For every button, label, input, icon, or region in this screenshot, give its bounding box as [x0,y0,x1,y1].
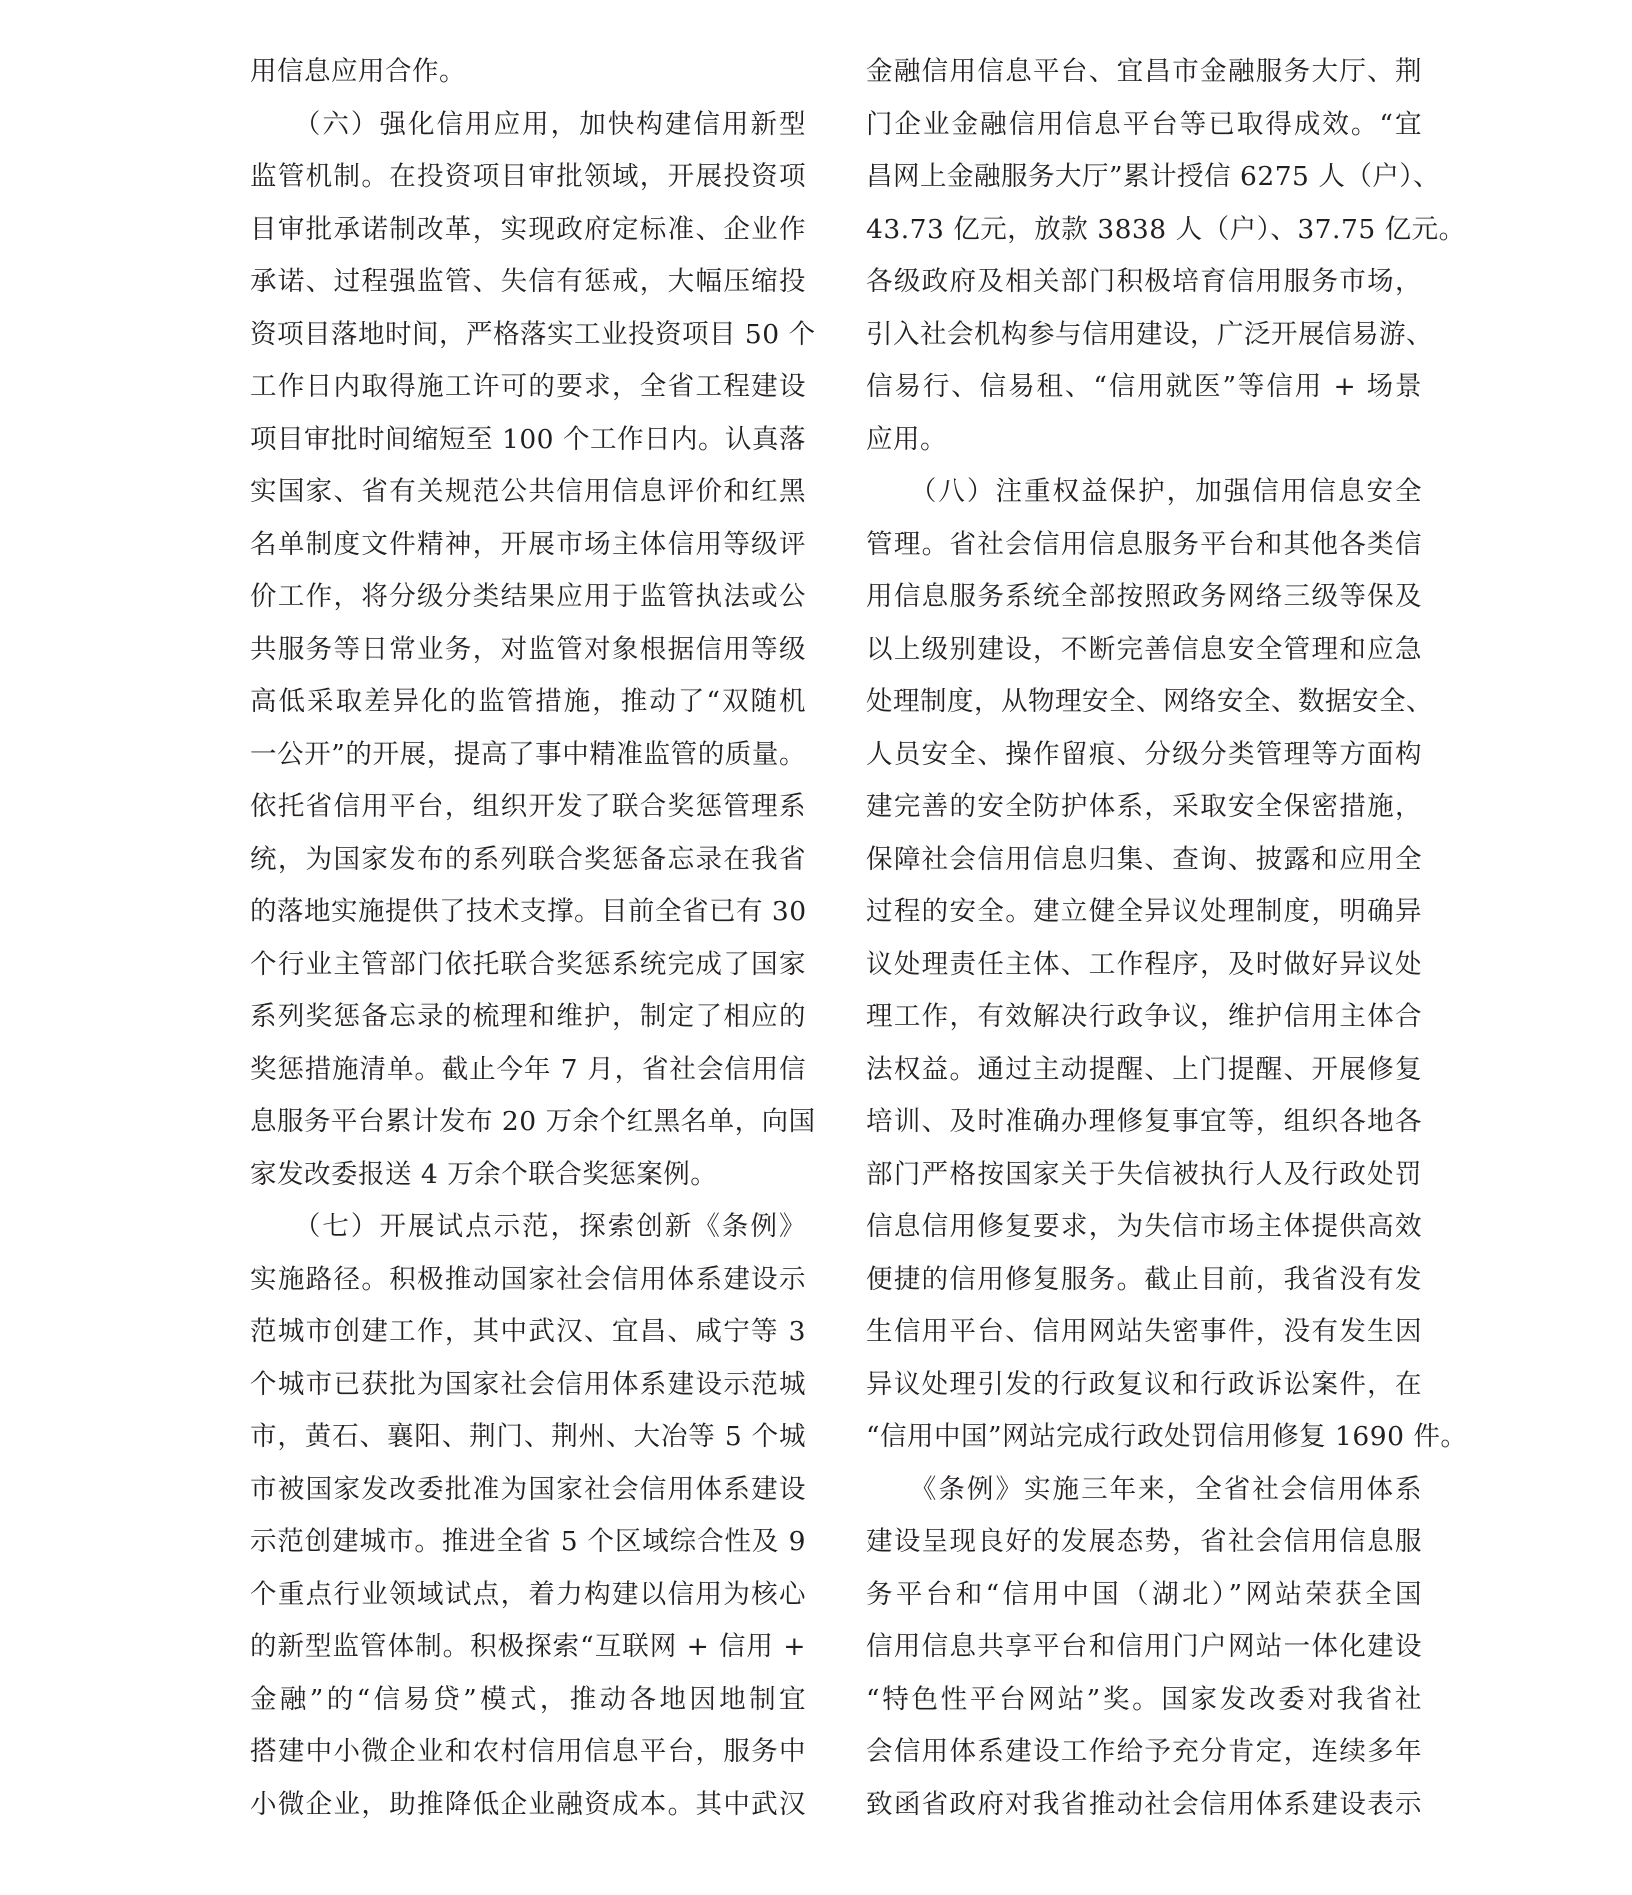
text-line: （七）开展试点示范，探索创新《条例》 [250,1211,806,1242]
text-line: 息服务平台累计发布 20 万余个红黑名单，向国 [250,1106,816,1137]
text-line: 资项目落地时间，严格落实工业投资项目 50 个 [250,318,816,350]
text-line: 共服务等日常业务，对监管对象根据信用等级 [250,633,806,665]
text-line: 系列奖惩备忘录的梳理和维护，制定了相应的 [250,1001,806,1032]
text-line: 实施路径。积极推动国家社会信用体系建设示 [250,1263,806,1295]
right-text-column [866,46,1468,1831]
text-line: 培训、及时准确办理修复事宜等，组织各地各 [866,1106,1422,1137]
text-line: 示范创建城市。推进全省 5 个区域综合性及 9 [250,1526,806,1557]
text-line: 过程的安全。建立健全异议处理制度，明确异 [866,896,1422,927]
text-line: 统，为国家发布的系列联合奖惩备忘录在我省 [250,843,806,875]
left-text-column [250,46,816,1831]
text-line: 目审批承诺制改革，实现政府定标准、企业作 [250,213,806,245]
text-line: 金融”的“信易贷”模式，推动各地因地制宜 [250,1683,806,1715]
text-line: 建设呈现良好的发展态势，省社会信用信息服 [866,1526,1422,1557]
text-line: “信用中国”网站完成行政处罚信用修复 1690 件。 [866,1421,1468,1452]
text-line: 门企业金融信用信息平台等已取得成效。“宜 [866,108,1422,140]
text-line: 价工作，将分级分类结果应用于监管执法或公 [250,581,806,612]
text-line: 个行业主管部门依托联合奖惩系统完成了国家 [250,948,806,980]
text-line: 市，黄石、襄阳、荆门、荆州、大冶等 5 个城 [250,1421,806,1452]
text-line: 致函省政府对我省推动社会信用体系建设表示 [866,1788,1422,1820]
text-line: 实国家、省有关规范公共信用信息评价和红黑 [250,476,806,507]
text-line: 会信用体系建设工作给予充分肯定，连续多年 [866,1736,1422,1767]
text-line: 个城市已获批为国家社会信用体系建设示范城 [250,1368,806,1400]
text-line: 个重点行业领域试点，着力构建以信用为核心 [250,1578,806,1610]
text-line: 金融信用信息平台、宜昌市金融服务大厅、荆 [866,56,1422,87]
text-line: 处理制度，从物理安全、网络安全、数据安全、 [866,686,1433,717]
text-line: 议处理责任主体、工作程序，及时做好异议处 [866,948,1422,980]
text-line: 一公开”的开展，提高了事中精准监管的质量。 [250,738,806,770]
text-line: 43.73 亿元，放款 3838 人（户）、37.75 亿元。 [866,213,1466,245]
text-line: 法权益。通过主动提醒、上门提醒、开展修复 [866,1053,1422,1085]
text-line: （六）强化信用应用，加快构建信用新型 [250,108,806,140]
text-line: 高低采取差异化的监管措施，推动了“双随机 [250,686,806,717]
text-line: 的新型监管体制。积极探索“互联网 + 信用 + [250,1631,806,1662]
text-line: 引入社会机构参与信用建设，广泛开展信易游、 [866,318,1433,350]
text-line: 务平台和“信用中国（湖北）”网站荣获全国 [866,1578,1422,1610]
text-line: 用信息服务系统全部按照政务网络三级等保及 [866,581,1422,612]
text-line: 管理。省社会信用信息服务平台和其他各类信 [866,528,1422,560]
text-line: 监管机制。在投资项目审批领域，开展投资项 [250,161,806,192]
text-line: 名单制度文件精神，开展市场主体信用等级评 [250,528,806,560]
text-line: 奖惩措施清单。截止今年 7 月，省社会信用信 [250,1053,806,1085]
text-line: 生信用平台、信用网站失密事件，没有发生因 [866,1316,1422,1347]
text-line: 家发改委报送 4 万余个联合奖惩案例。 [250,1158,718,1190]
text-line: 依托省信用平台，组织开发了联合奖惩管理系 [250,791,806,822]
text-line: 部门严格按国家关于失信被执行人及行政处罚 [866,1158,1422,1190]
text-line: 人员安全、操作留痕、分级分类管理等方面构 [866,738,1422,770]
text-line: 异议处理引发的行政复议和行政诉讼案件，在 [866,1368,1422,1400]
text-line: 各级政府及相关部门积极培育信用服务市场， [866,266,1422,297]
text-line: 理工作，有效解决行政争议，维护信用主体合 [866,1001,1422,1032]
text-line: 搭建中小微企业和农村信用信息平台，服务中 [250,1736,806,1767]
text-line: 昌网上金融服务大厅”累计授信 6275 人（户）、 [866,161,1441,192]
text-line: 信用信息共享平台和信用门户网站一体化建设 [866,1631,1422,1662]
text-line: （八）注重权益保护，加强信用信息安全 [866,476,1422,507]
text-line: 建完善的安全防护体系，采取安全保密措施， [866,791,1422,822]
text-line: 小微企业，助推降低企业融资成本。其中武汉 [250,1788,806,1820]
text-line: 市被国家发改委批准为国家社会信用体系建设 [250,1473,806,1505]
text-line: 《条例》实施三年来，全省社会信用体系 [866,1473,1422,1505]
text-line: 以上级别建设，不断完善信息安全管理和应急 [866,633,1422,665]
text-line: 便捷的信用修复服务。截止目前，我省没有发 [866,1263,1422,1295]
text-line: “特色性平台网站”奖。国家发改委对我省社 [866,1683,1422,1715]
text-line: 用信息应用合作。 [250,56,466,87]
text-line: 承诺、过程强监管、失信有惩戒，大幅压缩投 [250,266,806,297]
text-line: 工作日内取得施工许可的要求，全省工程建设 [250,371,806,402]
text-line: 项目审批时间缩短至 100 个工作日内。认真落 [250,423,806,455]
text-line: 范城市创建工作，其中武汉、宜昌、咸宁等 3 [250,1316,806,1347]
text-line: 信易行、信易租、“信用就医”等信用 + 场景 [866,371,1422,402]
text-line: 信息信用修复要求，为失信市场主体提供高效 [866,1211,1422,1242]
text-line: 保障社会信用信息归集、查询、披露和应用全 [866,843,1422,875]
text-line: 的落地实施提供了技术支撑。目前全省已有 30 [250,896,807,927]
text-line: 应用。 [866,423,947,455]
